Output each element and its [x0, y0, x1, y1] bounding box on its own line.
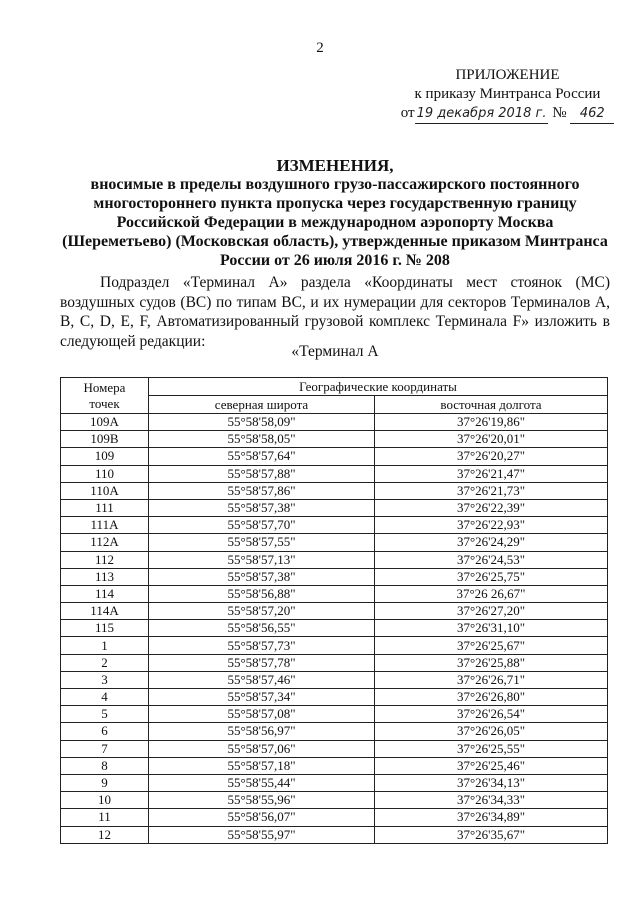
date-prefix: от: [400, 105, 415, 121]
point-number-cell: 9: [61, 774, 149, 791]
table-row: [61, 603, 608, 620]
table-row: [61, 431, 608, 448]
number-prefix: №: [552, 105, 567, 121]
table-row: [61, 448, 608, 465]
table-row: [61, 499, 608, 516]
point-number-cell: 113: [61, 568, 149, 585]
longitude-cell: 37°26'25,46": [375, 757, 608, 774]
table-row: [61, 465, 608, 482]
coordinates-table: [60, 377, 608, 844]
point-number-cell: 109: [61, 448, 149, 465]
point-number-cell: 114A: [61, 603, 149, 620]
longitude-cell: 37°26'24,53": [375, 551, 608, 568]
latitude-cell: 55°58'57,34": [149, 689, 375, 706]
longitude-cell: 37°26'21,73": [375, 482, 608, 499]
longitude-cell: 37°26'20,01": [375, 431, 608, 448]
latitude-cell: 55°58'57,08": [149, 706, 375, 723]
point-number-cell: 5: [61, 706, 149, 723]
point-number-cell: 109B: [61, 431, 149, 448]
latitude-cell: 55°58'57,38": [149, 568, 375, 585]
document-title: [60, 156, 610, 270]
appendix-title: ПРИЛОЖЕНИЕ: [455, 67, 560, 83]
point-number-cell: 111A: [61, 517, 149, 534]
table-row: [61, 809, 608, 826]
latitude-cell: 55°58'55,44": [149, 774, 375, 791]
latitude-cell: 55°58'57,64": [149, 448, 375, 465]
table-row: [61, 706, 608, 723]
latitude-cell: 55°58'56,07": [149, 809, 375, 826]
title-heading: ИЗМЕНЕНИЯ,: [276, 156, 394, 175]
table-row: [61, 689, 608, 706]
table-row: [61, 551, 608, 568]
latitude-cell: 55°58'57,06": [149, 740, 375, 757]
title-body: вносимые в пределы воздушного грузо-пассажирского постоянного многостороннего пункта пропуска через государственную границу Российской Федерации в международном аэропорту Москва (Шереметьево) (Московская область), утвержденные приказом Минтранса России от 26 июля 2016 г. № 208: [62, 176, 608, 269]
latitude-cell: 55°58'57,18": [149, 757, 375, 774]
latitude-cell: 55°58'55,97": [149, 826, 375, 843]
header-coordinates: Географические координаты: [149, 378, 608, 396]
point-number-cell: 8: [61, 757, 149, 774]
longitude-cell: 37°26'24,29": [375, 534, 608, 551]
table-row: [61, 826, 608, 843]
table-row: [61, 585, 608, 602]
longitude-cell: 37°26'34,33": [375, 792, 608, 809]
latitude-cell: 55°58'56,88": [149, 585, 375, 602]
latitude-cell: 55°58'56,55": [149, 620, 375, 637]
table-row: [61, 637, 608, 654]
longitude-cell: 37°26'19,86": [375, 414, 608, 431]
table-row: [61, 671, 608, 688]
longitude-cell: 37°26'34,13": [375, 774, 608, 791]
latitude-cell: 55°58'57,70": [149, 517, 375, 534]
table-row: [61, 757, 608, 774]
latitude-cell: 55°58'57,86": [149, 482, 375, 499]
header-point-number: Номера точек: [61, 378, 149, 414]
table-row: [61, 482, 608, 499]
point-number-cell: 6: [61, 723, 149, 740]
handwritten-date: 19 декабря 2018 г.: [415, 104, 549, 124]
latitude-cell: 55°58'56,97": [149, 723, 375, 740]
latitude-cell: 55°58'57,55": [149, 534, 375, 551]
longitude-cell: 37°26'27,20": [375, 603, 608, 620]
table-row: [61, 534, 608, 551]
header-longitude: восточная долгота: [375, 396, 608, 414]
latitude-cell: 55°58'58,09": [149, 414, 375, 431]
latitude-cell: 55°58'57,78": [149, 654, 375, 671]
point-number-cell: 114: [61, 585, 149, 602]
table-row: [61, 517, 608, 534]
appendix-date-line: [400, 104, 615, 124]
point-number-cell: 10: [61, 792, 149, 809]
table-row: [61, 792, 608, 809]
table-row: [61, 620, 608, 637]
section-subtitle: «Терминал А: [291, 343, 379, 360]
longitude-cell: 37°26'20,27": [375, 448, 608, 465]
longitude-cell: 37°26'31,10": [375, 620, 608, 637]
table-row: [61, 568, 608, 585]
point-number-cell: 11: [61, 809, 149, 826]
longitude-cell: 37°26'26,80": [375, 689, 608, 706]
appendix-header: [400, 66, 615, 124]
longitude-cell: 37°26'25,88": [375, 654, 608, 671]
page-number: 2: [316, 40, 324, 56]
longitude-cell: 37°26'26,71": [375, 671, 608, 688]
latitude-cell: 55°58'57,20": [149, 603, 375, 620]
point-number-cell: 1: [61, 637, 149, 654]
point-number-cell: 110A: [61, 482, 149, 499]
latitude-cell: 55°58'57,13": [149, 551, 375, 568]
latitude-cell: 55°58'57,46": [149, 671, 375, 688]
table-row: [61, 414, 608, 431]
latitude-cell: 55°58'57,88": [149, 465, 375, 482]
longitude-cell: 37°26'34,89": [375, 809, 608, 826]
body-paragraph: Подраздел «Терминал А» раздела «Координаты мест стоянок (МС) воздушных судов (ВС) по типам ВС, и их нумерации для секторов Терминалов А, В, C, D, E, F, Автоматизированный грузовой комплекс Терминала F» изложить в следующей редакции:: [60, 274, 610, 350]
longitude-cell: 37°26'21,47": [375, 465, 608, 482]
appendix-order: к приказу Минтранса России: [414, 86, 601, 102]
handwritten-number: 462: [570, 104, 614, 124]
table-row: [61, 740, 608, 757]
longitude-cell: 37°26'22,93": [375, 517, 608, 534]
longitude-cell: 37°26'26,05": [375, 723, 608, 740]
point-number-cell: 111: [61, 499, 149, 516]
latitude-cell: 55°58'55,96": [149, 792, 375, 809]
longitude-cell: 37°26'25,55": [375, 740, 608, 757]
point-number-cell: 112A: [61, 534, 149, 551]
longitude-cell: 37°26'25,75": [375, 568, 608, 585]
latitude-cell: 55°58'57,73": [149, 637, 375, 654]
point-number-cell: 2: [61, 654, 149, 671]
point-number-cell: 7: [61, 740, 149, 757]
longitude-cell: 37°26'26,54": [375, 706, 608, 723]
longitude-cell: 37°26'22,39": [375, 499, 608, 516]
point-number-cell: 12: [61, 826, 149, 843]
longitude-cell: 37°26'35,67": [375, 826, 608, 843]
latitude-cell: 55°58'58,05": [149, 431, 375, 448]
longitude-cell: 37°26'25,67": [375, 637, 608, 654]
table-row: [61, 654, 608, 671]
point-number-cell: 109A: [61, 414, 149, 431]
point-number-cell: 115: [61, 620, 149, 637]
table-row: [61, 723, 608, 740]
point-number-cell: 3: [61, 671, 149, 688]
latitude-cell: 55°58'57,38": [149, 499, 375, 516]
table-row: [61, 774, 608, 791]
longitude-cell: 37°26 26,67": [375, 585, 608, 602]
header-latitude: северная широта: [149, 396, 375, 414]
point-number-cell: 110: [61, 465, 149, 482]
point-number-cell: 4: [61, 689, 149, 706]
point-number-cell: 112: [61, 551, 149, 568]
